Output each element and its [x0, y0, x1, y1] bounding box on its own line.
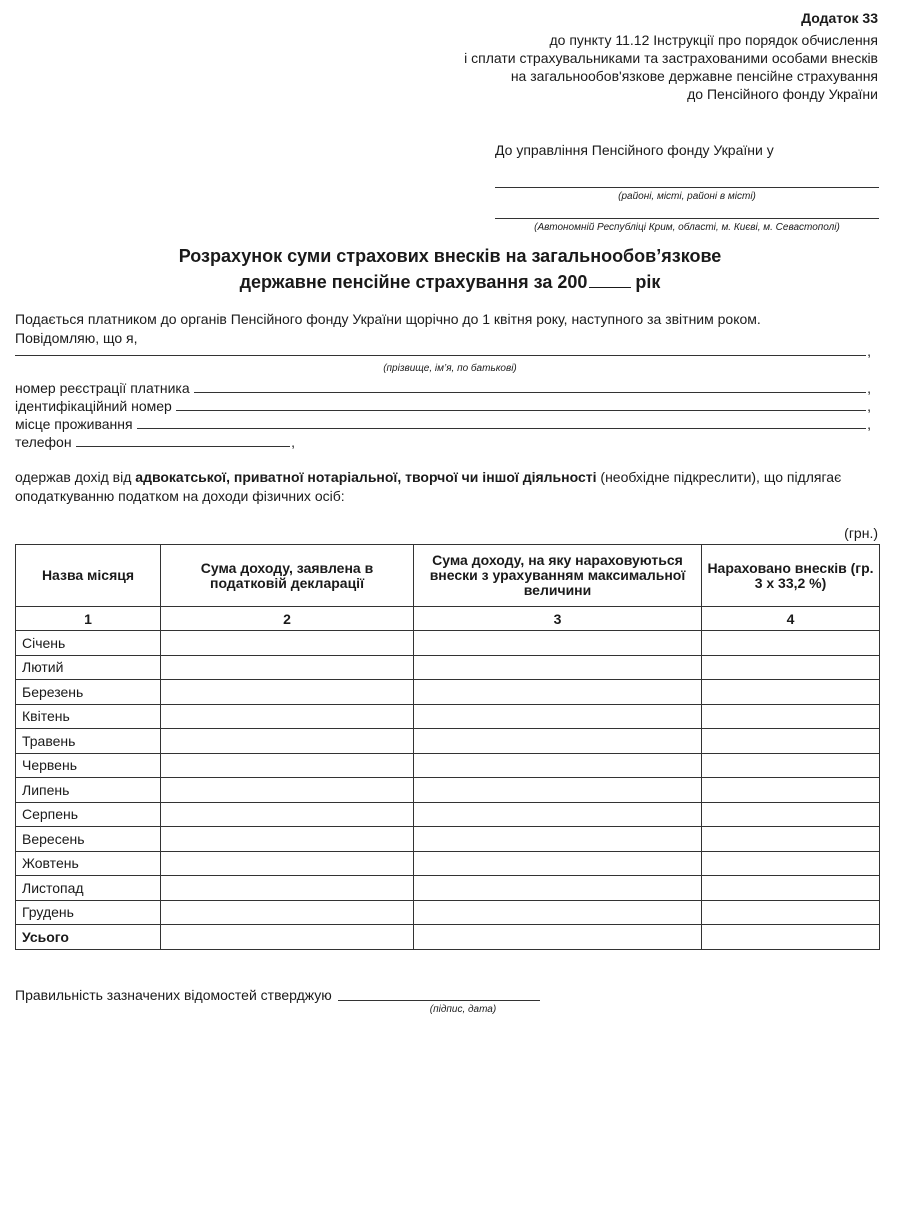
assessable-income-cell[interactable] — [414, 631, 702, 656]
comma: , — [867, 416, 871, 432]
month-cell: Жовтень — [16, 851, 161, 876]
signature-hint: (підпис, дата) — [429, 1004, 497, 1015]
phone-label: телефон — [15, 434, 72, 450]
region-field[interactable] — [495, 204, 879, 219]
month-cell: Березень — [16, 680, 161, 705]
residence-row — [15, 414, 871, 432]
column-number-row — [16, 607, 880, 631]
total-row — [16, 925, 880, 950]
declared-income-cell[interactable] — [161, 851, 414, 876]
table-row — [16, 876, 880, 901]
year-field[interactable] — [589, 269, 631, 288]
declared-income-cell[interactable] — [161, 827, 414, 852]
table-row — [16, 753, 880, 778]
header-month: Назва місяця — [16, 545, 161, 607]
declared-income-cell[interactable] — [161, 802, 414, 827]
table-row — [16, 631, 880, 656]
addressee-intro: До управління Пенсійного фонду України у — [495, 142, 774, 158]
reg-number-label: номер реєстрації платника — [15, 380, 190, 396]
annex-line: і сплати страхувальниками та застрахованими особами внесків — [464, 50, 878, 66]
declared-income-cell[interactable] — [161, 655, 414, 680]
contributions-cell[interactable] — [702, 631, 880, 656]
phone-field[interactable] — [76, 433, 291, 447]
month-cell: Січень — [16, 631, 161, 656]
table-header-row — [16, 545, 880, 607]
table-row — [16, 778, 880, 803]
month-cell: Липень — [16, 778, 161, 803]
assessable-income-cell[interactable] — [414, 655, 702, 680]
comma: , — [867, 343, 871, 359]
declared-income-cell[interactable] — [161, 680, 414, 705]
assessable-income-cell[interactable] — [414, 876, 702, 901]
month-cell: Квітень — [16, 704, 161, 729]
full-name-field[interactable] — [15, 342, 866, 356]
comma: , — [291, 434, 295, 450]
contributions-cell[interactable] — [702, 827, 880, 852]
month-cell: Вересень — [16, 827, 161, 852]
signature-row — [15, 986, 540, 1003]
declared-income-cell[interactable] — [161, 900, 414, 925]
declared-income-cell[interactable] — [161, 753, 414, 778]
contributions-cell[interactable] — [702, 704, 880, 729]
annex-reference — [358, 31, 878, 103]
name-row — [15, 341, 871, 359]
income-statement — [15, 468, 881, 506]
contributions-cell[interactable] — [702, 753, 880, 778]
contributions-cell[interactable] — [702, 876, 880, 901]
contributions-cell[interactable] — [702, 900, 880, 925]
contributions-cell[interactable] — [702, 729, 880, 754]
residence-label: місце проживання — [15, 416, 133, 432]
assessable-income-cell[interactable] — [414, 827, 702, 852]
addressee-block — [495, 142, 879, 235]
total-contributions-cell[interactable] — [702, 925, 880, 950]
month-cell: Листопад — [16, 876, 161, 901]
contributions-cell[interactable] — [702, 680, 880, 705]
assessable-income-cell[interactable] — [414, 680, 702, 705]
assessable-income-cell[interactable] — [414, 851, 702, 876]
intro-line-2: Повідомляю, що я, — [15, 330, 138, 346]
declared-income-cell[interactable] — [161, 704, 414, 729]
full-name-hint: (прізвище, ім’я, по батькові) — [383, 363, 517, 374]
table-row — [16, 680, 880, 705]
month-cell: Серпень — [16, 802, 161, 827]
column-number: 2 — [161, 607, 414, 631]
table-row — [16, 802, 880, 827]
signature-label: Правильність зазначених відомостей стверджую — [15, 987, 332, 1003]
month-cell: Лютий — [16, 655, 161, 680]
table-row — [16, 729, 880, 754]
contributions-cell[interactable] — [702, 851, 880, 876]
month-cell: Червень — [16, 753, 161, 778]
contributions-cell[interactable] — [702, 655, 880, 680]
assessable-income-cell[interactable] — [414, 802, 702, 827]
total-label: Усього — [16, 925, 161, 950]
table-row — [16, 655, 880, 680]
declared-income-cell[interactable] — [161, 876, 414, 901]
assessable-income-cell[interactable] — [414, 704, 702, 729]
assessable-income-cell[interactable] — [414, 753, 702, 778]
income-activity-types: адвокатської, приватної нотаріальної, творчої чи іншої діяльності — [135, 469, 597, 485]
annex-line: до пункту 11.12 Інструкції про порядок обчислення — [549, 32, 878, 48]
table-row — [16, 900, 880, 925]
intro-line-1: Подається платником до органів Пенсійного фонду України щорічно до 1 квітня року, наступного за звітним роком. — [15, 311, 761, 327]
table-row — [16, 827, 880, 852]
reg-number-row — [15, 378, 871, 396]
title-line-2 — [0, 269, 900, 295]
column-number: 3 — [414, 607, 702, 631]
contributions-cell[interactable] — [702, 802, 880, 827]
declared-income-cell[interactable] — [161, 631, 414, 656]
signature-field[interactable] — [338, 986, 540, 1001]
title-line-1: Розрахунок суми страхових внесків на загальнообов’язкове — [178, 246, 722, 266]
annex-line: на загальнообов'язкове державне пенсійне страхування — [510, 68, 878, 84]
reg-number-field[interactable] — [194, 379, 866, 393]
assessable-income-cell[interactable] — [414, 729, 702, 754]
annex-title: Додаток 33 — [801, 10, 878, 26]
income-text-2: (необхідне підкреслити), що підлягає оподаткуванню податком на доходи фізичних осіб: — [15, 469, 842, 504]
contributions-table — [15, 544, 880, 950]
declared-income-cell[interactable] — [161, 729, 414, 754]
table-row — [16, 704, 880, 729]
table-row — [16, 851, 880, 876]
district-field-hint: (районі, місті, районі в місті) — [618, 191, 756, 202]
title-line-2-suffix: рік — [635, 272, 661, 292]
income-text-1: одержав дохід від — [15, 469, 136, 485]
declared-income-cell[interactable] — [161, 778, 414, 803]
document-title — [0, 244, 900, 295]
column-number: 1 — [16, 607, 161, 631]
residence-field[interactable] — [137, 415, 867, 429]
id-number-label: ідентифікаційний номер — [15, 398, 172, 414]
assessable-income-cell[interactable] — [414, 778, 702, 803]
annex-line: до Пенсійного фонду України — [687, 86, 878, 102]
header-contributions: Нараховано внесків (гр. 3 х 33,2 %) — [702, 545, 880, 607]
phone-row — [15, 432, 295, 450]
contributions-cell[interactable] — [702, 778, 880, 803]
month-cell: Травень — [16, 729, 161, 754]
header-assessable-income: Сума доходу, на яку нараховуються внески з урахуванням максимальної величини — [414, 545, 702, 607]
column-number: 4 — [702, 607, 880, 631]
comma: , — [867, 380, 871, 396]
id-number-row — [15, 396, 871, 414]
total-declared-income-cell[interactable] — [161, 925, 414, 950]
title-line-2-prefix: державне пенсійне страхування за 200 — [239, 272, 588, 292]
total-assessable-income-cell[interactable] — [414, 925, 702, 950]
assessable-income-cell[interactable] — [414, 900, 702, 925]
region-field-hint: (Автономній Республіці Крим, області, м. Києві, м. Севастополі) — [534, 222, 840, 233]
id-number-field[interactable] — [176, 397, 866, 411]
comma: , — [867, 398, 871, 414]
header-declared-income: Сума доходу, заявлена в податковій декларації — [161, 545, 414, 607]
district-field[interactable] — [495, 158, 879, 188]
month-cell: Грудень — [16, 900, 161, 925]
currency-unit: (грн.) — [844, 525, 878, 541]
